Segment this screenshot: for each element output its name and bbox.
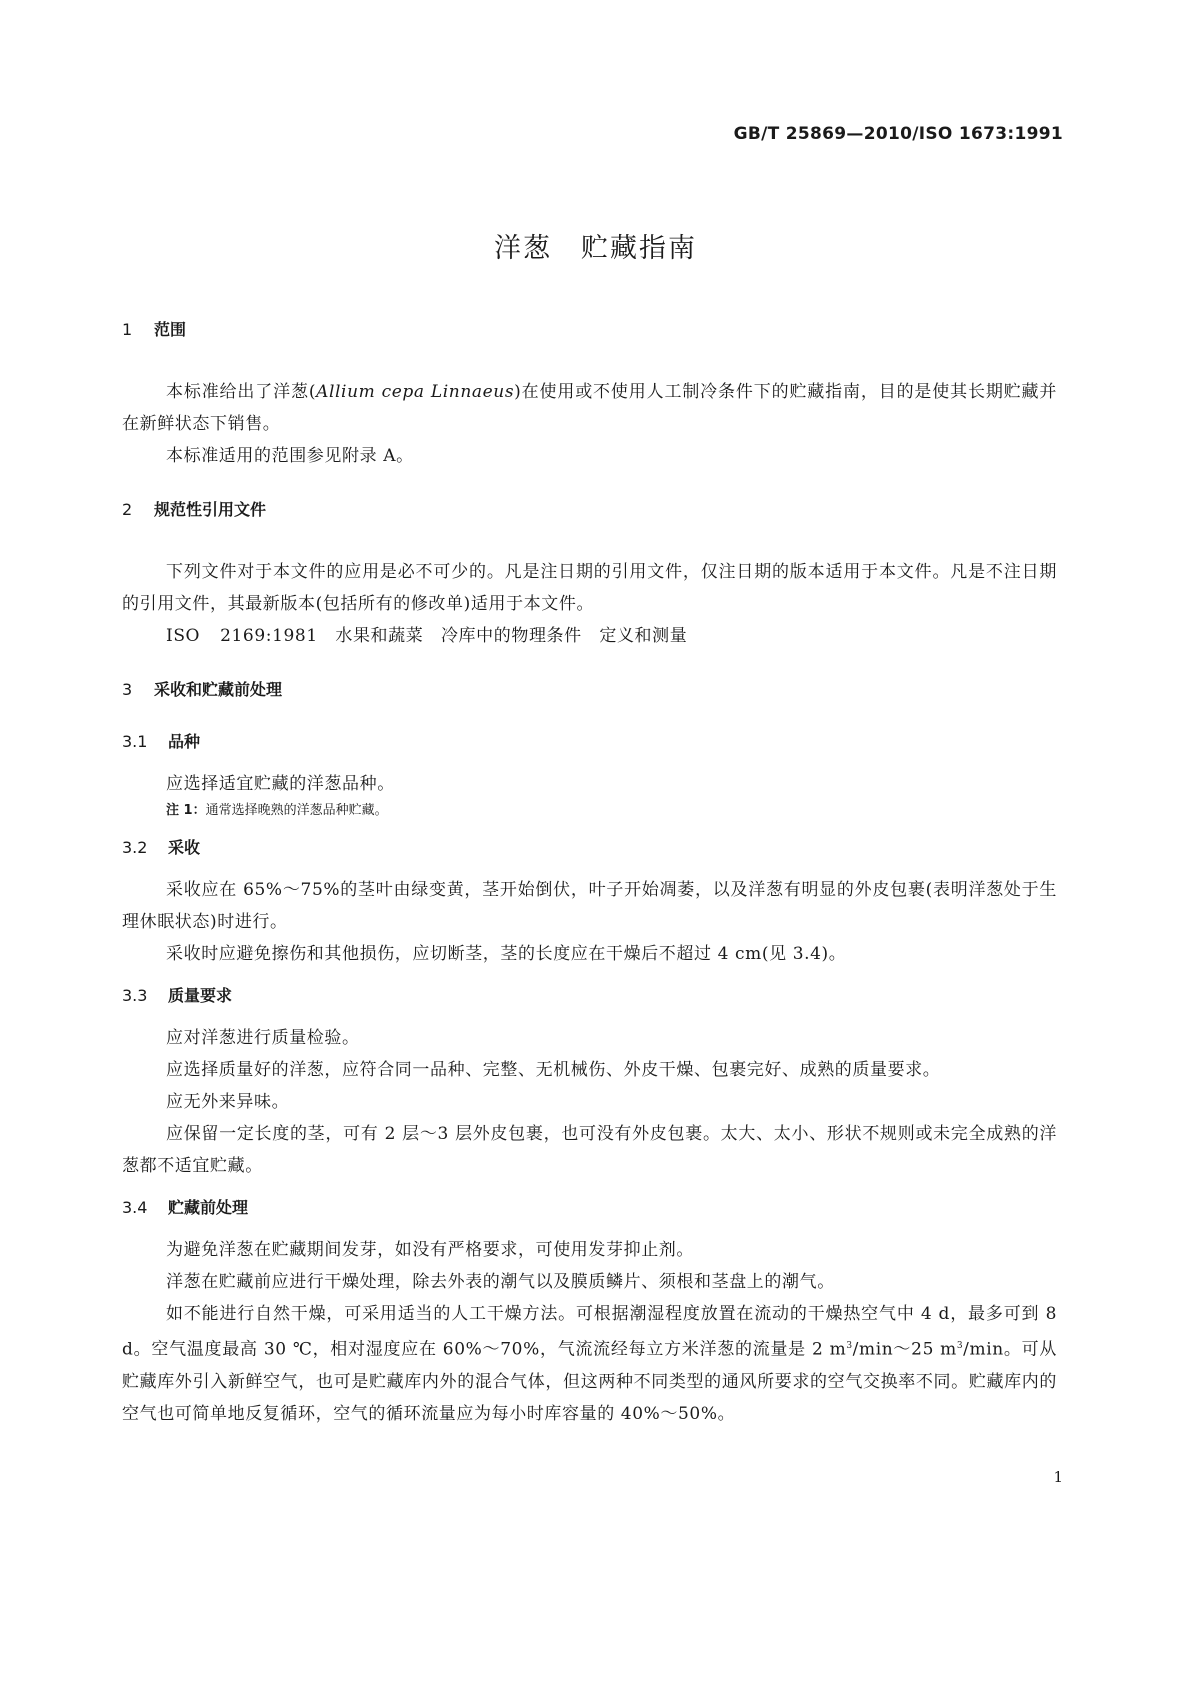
note-text: 通常选择晚熟的洋葱品种贮藏。 bbox=[205, 803, 388, 818]
section-number: 3.1 bbox=[122, 732, 148, 751]
paragraph: 本标准适用的范围参见附录 A。 bbox=[166, 446, 414, 466]
normative-reference: ISO 2169:1981 水果和蔬菜 冷库中的物理条件 定义和测量 bbox=[166, 626, 688, 646]
section-title: 范围 bbox=[154, 320, 187, 339]
section-number: 3 bbox=[122, 680, 133, 699]
section-number: 3.4 bbox=[122, 1198, 148, 1217]
text-run: 本标准给出了洋葱( bbox=[166, 382, 317, 402]
section-2-heading bbox=[122, 498, 1057, 522]
text-run: )在使用或不使用人工制冷条件下的贮藏指南，目的是使其长期贮藏并在新鲜状态下销售。 bbox=[122, 382, 1058, 434]
page-number: 1 bbox=[1053, 1468, 1063, 1486]
document-title: 洋葱 贮藏指南 bbox=[494, 233, 697, 264]
section-1-heading bbox=[122, 318, 1057, 342]
paragraph: 应选择质量好的洋葱，应符合同一品种、完整、无机械伤、外皮干燥、包裹完好、成熟的质量要求。 bbox=[166, 1060, 941, 1080]
paragraph: 应无外来异味。 bbox=[166, 1092, 290, 1112]
section-number: 1 bbox=[122, 320, 133, 339]
section-title: 品种 bbox=[168, 732, 201, 751]
note-label: 注 1： bbox=[166, 803, 206, 818]
section-number: 2 bbox=[122, 500, 133, 519]
section-title: 采收 bbox=[168, 838, 201, 857]
text-run: 如不能进行自然干燥，可采用适当的人工干燥方法。可根据潮湿程度放置在流动的干燥热空气中 4 d，最多可到 8 d。空气温度最高 30 ℃，相对湿度应在 60%～70%，气流流经每立方米洋葱的流量是 2 m bbox=[122, 1304, 1057, 1360]
section-title: 质量要求 bbox=[168, 986, 233, 1005]
section-3-4-heading bbox=[122, 1196, 1057, 1220]
section-title: 采收和贮藏前处理 bbox=[154, 680, 283, 699]
superscript: 3 bbox=[846, 1341, 853, 1351]
paragraph: 下列文件对于本文件的应用是必不可少的。凡是注日期的引用文件，仅注日期的版本适用于本文件。凡是不注日期的引用文件，其最新版本(包括所有的修改单)适用于本文件。 bbox=[122, 562, 1057, 614]
section-3-3-heading bbox=[122, 984, 1057, 1008]
paragraph bbox=[122, 376, 1057, 440]
paragraph: 为避免洋葱在贮藏期间发芽，如没有严格要求，可使用发芽抑止剂。 bbox=[166, 1240, 694, 1260]
paragraph: 应对洋葱进行质量检验。 bbox=[166, 1028, 360, 1048]
paragraph: 应选择适宜贮藏的洋葱品种。 bbox=[166, 774, 395, 794]
text-run: /min～25 m bbox=[852, 1339, 957, 1360]
section-number: 3.3 bbox=[122, 986, 148, 1005]
paragraph: 采收时应避免擦伤和其他损伤，应切断茎，茎的长度应在干燥后不超过 4 cm(见 3.4)。 bbox=[166, 944, 847, 964]
section-number: 3.2 bbox=[122, 838, 148, 857]
section-3-heading bbox=[122, 678, 1057, 702]
paragraph: 采收应在 65%～75%的茎叶由绿变黄，茎开始倒伏，叶子开始凋萎，以及洋葱有明显的外皮包裹(表明洋葱处于生理休眠状态)时进行。 bbox=[122, 880, 1057, 932]
section-title: 贮藏前处理 bbox=[168, 1198, 249, 1217]
note bbox=[166, 800, 1057, 822]
section-3-2-heading bbox=[122, 836, 1057, 860]
standard-code: GB/T 25869—2010/ISO 1673:1991 bbox=[733, 124, 1063, 144]
paragraph: 应保留一定长度的茎，可有 2 层～3 层外皮包裹，也可没有外皮包裹。太大、太小、形状不规则或未完全成熟的洋葱都不适宜贮藏。 bbox=[122, 1124, 1057, 1176]
document-body bbox=[122, 318, 1057, 1430]
section-title: 规范性引用文件 bbox=[154, 500, 267, 519]
paragraph: 洋葱在贮藏前应进行干燥处理，除去外表的潮气以及膜质鳞片、须根和茎盘上的潮气。 bbox=[166, 1272, 835, 1292]
superscript: 3 bbox=[956, 1341, 964, 1351]
scientific-name: Allium cepa Linnaeus bbox=[316, 382, 515, 402]
section-3-1-heading bbox=[122, 730, 1057, 754]
paragraph bbox=[122, 1298, 1057, 1430]
text-run: /min。可从贮藏库外引入新鲜空气，也可是贮藏库内外的混合气体，但这两种不同类型的通风所要求的空气交换率不同。贮藏库内的空气也可简单地反复循环，空气的循环流量应为每小时库容量的 40%～50%。 bbox=[122, 1339, 1057, 1424]
